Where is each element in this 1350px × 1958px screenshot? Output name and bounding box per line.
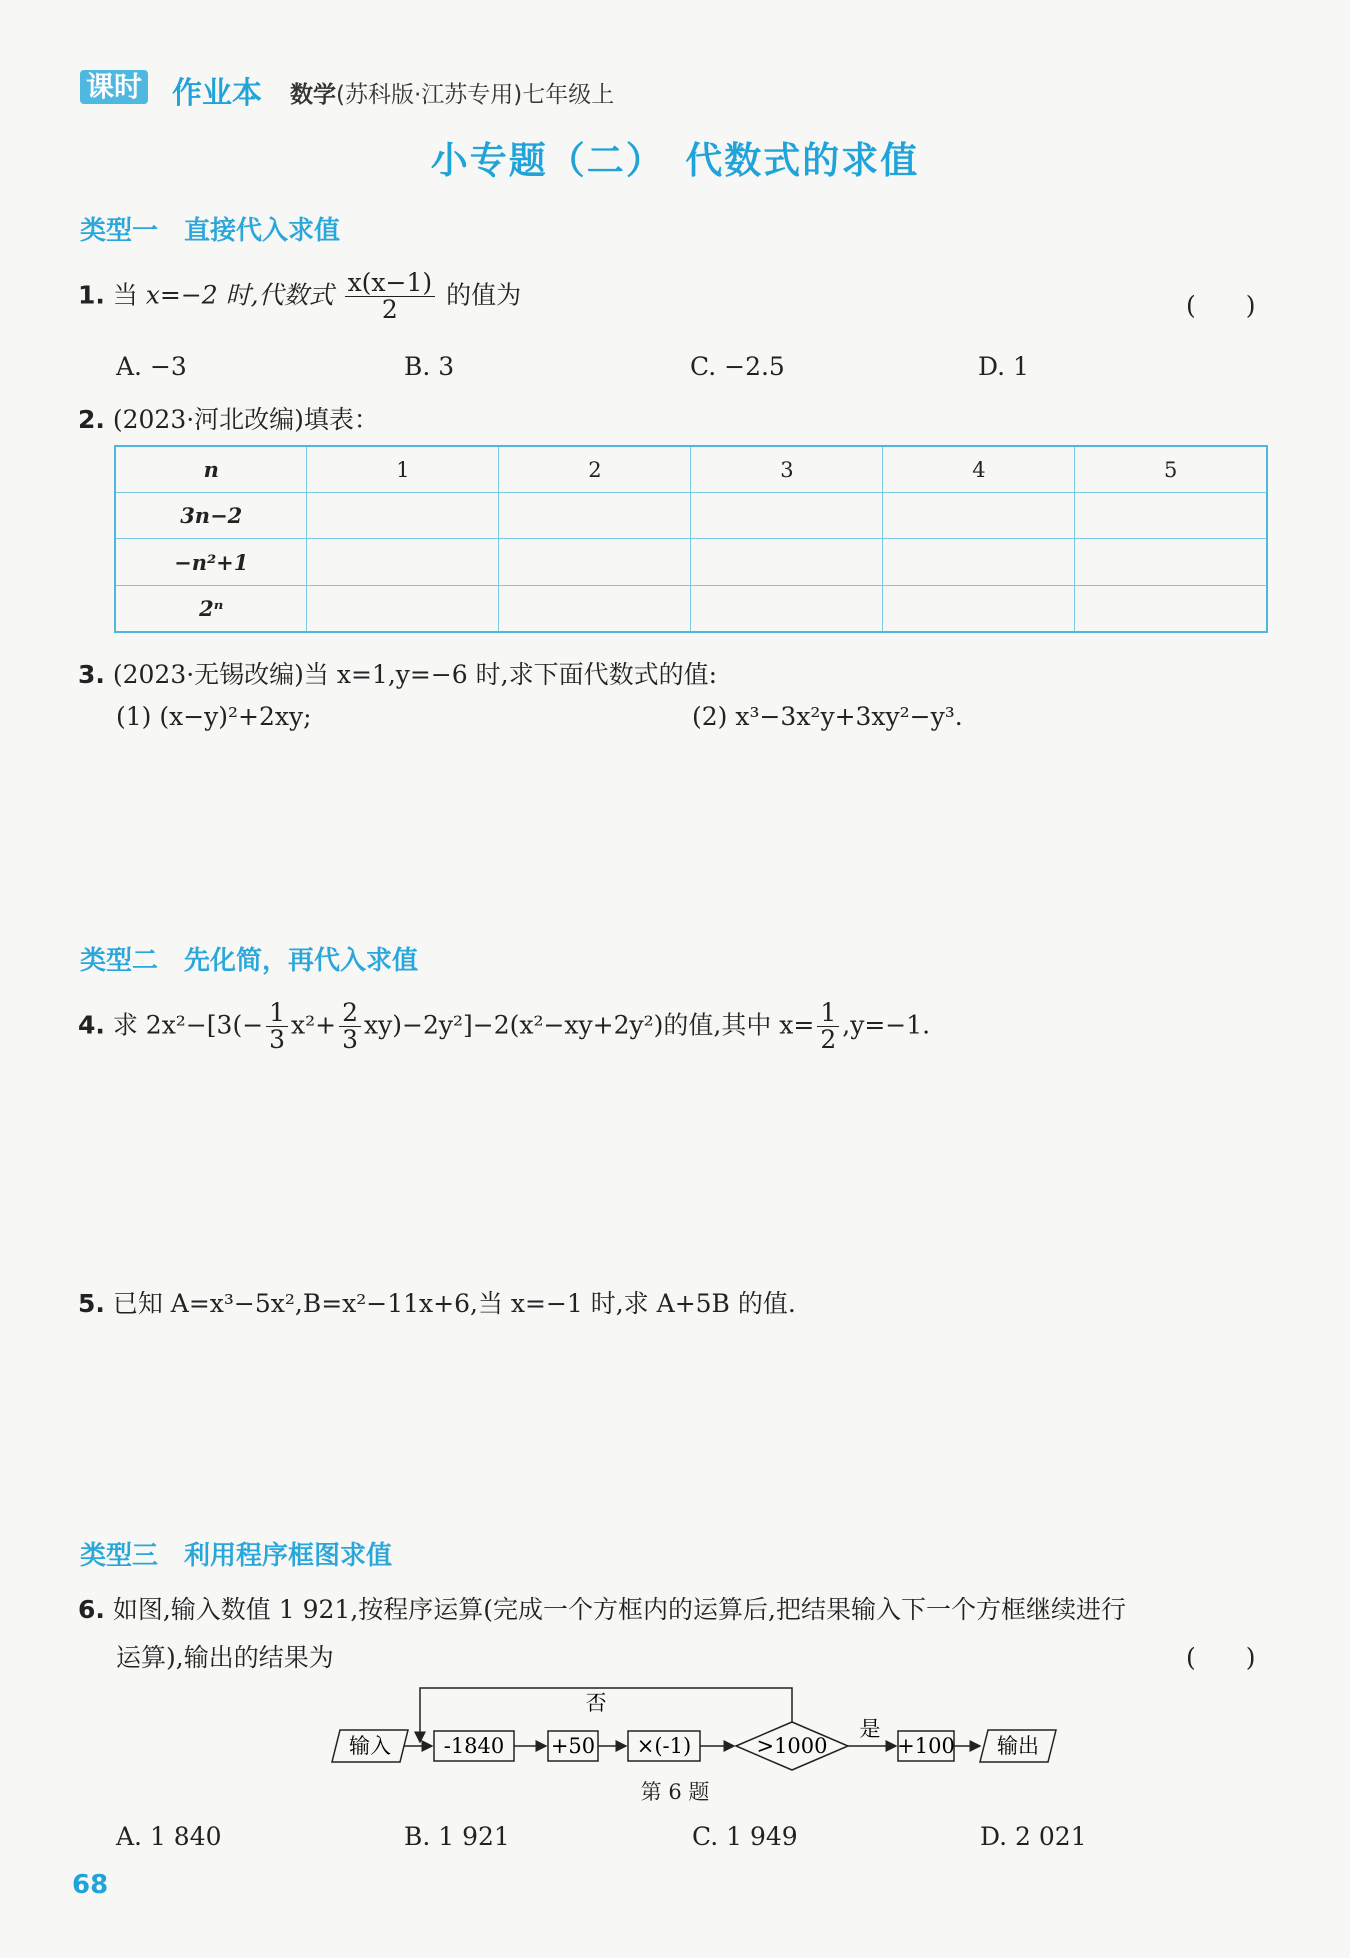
table-header-cell: 4 xyxy=(883,446,1075,493)
blank-cell[interactable] xyxy=(691,493,883,539)
flow-box-multiply-label: ×(-1) xyxy=(636,1734,692,1758)
fraction-denominator: 3 xyxy=(269,1025,286,1055)
table-header-cell: n xyxy=(115,446,307,493)
brand-logo: 课时 xyxy=(80,70,148,104)
fraction-numerator: 2 xyxy=(339,1000,361,1027)
blank-cell[interactable] xyxy=(499,539,691,585)
flow-output-label: 输出 xyxy=(997,1734,1039,1758)
blank-cell[interactable] xyxy=(499,585,691,632)
question-text: 求 2x²−[3(− xyxy=(112,1010,264,1040)
blank-cell[interactable] xyxy=(883,585,1075,632)
question-4 xyxy=(78,1000,930,1054)
fraction xyxy=(817,1000,839,1054)
fraction xyxy=(345,270,436,324)
question-6-line-2: 运算),输出的结果为 xyxy=(116,1643,334,1672)
section-1-heading: 类型一 直接代入求值 xyxy=(80,216,341,246)
row-label: 3n−2 xyxy=(115,493,307,539)
question-number: 6. xyxy=(78,1595,105,1624)
table-header-cell: 1 xyxy=(307,446,499,493)
brand-name: 作业本 xyxy=(172,76,262,111)
blank-cell[interactable] xyxy=(691,585,883,632)
blank-cell[interactable] xyxy=(883,493,1075,539)
answer-bracket: ( ) xyxy=(1186,1643,1256,1672)
question-number: 2. xyxy=(78,405,105,434)
section-2-heading: 类型二 先化简，再代入求值 xyxy=(80,946,419,976)
question-text: 当 xyxy=(112,280,146,310)
page-number: 68 xyxy=(72,1870,109,1900)
flow-no-label: 否 xyxy=(585,1691,607,1715)
blank-cell[interactable] xyxy=(883,539,1075,585)
flow-box-add-label: +100 xyxy=(897,1734,955,1758)
table-row xyxy=(115,446,1267,493)
fraction-numerator: 1 xyxy=(266,1000,288,1027)
table-row xyxy=(115,585,1267,632)
fraction-numerator: 1 xyxy=(817,1000,839,1027)
table-header-cell: 5 xyxy=(1075,446,1267,493)
question-text: 已知 A=x³−5x²,B=x²−11x+6,当 x=−1 时,求 A+5B 的值. xyxy=(112,1289,796,1318)
question-text: x²+ xyxy=(291,1010,337,1040)
book-subject: 数学 xyxy=(290,82,336,108)
option-c: C. 1 949 xyxy=(692,1822,798,1851)
fraction xyxy=(339,1000,361,1054)
blank-cell[interactable] xyxy=(307,585,499,632)
option-d: D. 1 xyxy=(978,352,1029,381)
figure-caption: 第 6 题 xyxy=(640,1780,710,1804)
option-b: B. 1 921 xyxy=(404,1822,510,1851)
flow-box-minus-label: -1840 xyxy=(443,1734,505,1758)
book-info xyxy=(290,76,614,109)
question-number: 4. xyxy=(78,1010,105,1040)
question-text: ,y=−1. xyxy=(842,1010,931,1040)
flow-yes-label: 是 xyxy=(859,1717,881,1741)
section-3-heading: 类型三 利用程序框图求值 xyxy=(80,1541,393,1571)
question-number: 1. xyxy=(78,280,105,310)
question-3 xyxy=(78,655,717,691)
option-d: D. 2 021 xyxy=(980,1822,1087,1851)
fraction-denominator: 2 xyxy=(820,1025,837,1055)
flow-input-label: 输入 xyxy=(349,1734,391,1758)
blank-cell[interactable] xyxy=(1075,539,1267,585)
book-edition: (苏科版·江苏专用)七年级上 xyxy=(336,82,615,108)
option-a: A. −3 xyxy=(116,352,187,381)
blank-cell[interactable] xyxy=(1075,585,1267,632)
program-flowchart xyxy=(320,1680,1080,1772)
flow-box-plus-label: +50 xyxy=(550,1734,596,1758)
question-text: (2023·河北改编)填表： xyxy=(112,405,379,434)
fill-in-table xyxy=(114,445,1268,633)
question-2 xyxy=(78,400,379,436)
fraction-denominator: 3 xyxy=(342,1025,359,1055)
question-3-part-1: (1) (x−y)²+2xy; xyxy=(116,702,312,731)
answer-bracket: ( ) xyxy=(1186,291,1256,320)
question-6 xyxy=(78,1590,1126,1626)
table-header-cell: 3 xyxy=(691,446,883,493)
question-number: 5. xyxy=(78,1289,105,1318)
flow-decision-label: >1000 xyxy=(756,1734,828,1758)
blank-cell[interactable] xyxy=(1075,493,1267,539)
table-row xyxy=(115,493,1267,539)
table-header-cell: 2 xyxy=(499,446,691,493)
question-3-part-2: (2) x³−3x²y+3xy²−y³. xyxy=(692,702,963,731)
question-text: (2023·无锡改编)当 x=1,y=−6 时,求下面代数式的值: xyxy=(112,660,718,689)
option-c: C. −2.5 xyxy=(690,352,785,381)
question-number: 3. xyxy=(78,660,105,689)
fraction-denominator: 2 xyxy=(381,295,398,325)
blank-cell[interactable] xyxy=(691,539,883,585)
blank-cell[interactable] xyxy=(307,493,499,539)
fraction-numerator: x(x−1) xyxy=(345,270,436,297)
question-text: 如图,输入数值 1 921,按程序运算(完成一个方框内的运算后,把结果输入下一个方框继续进行 xyxy=(112,1595,1126,1624)
row-label: 2ⁿ xyxy=(115,585,307,632)
blank-cell[interactable] xyxy=(307,539,499,585)
blank-cell[interactable] xyxy=(499,493,691,539)
row-label: −n²+1 xyxy=(115,539,307,585)
fraction xyxy=(266,1000,288,1054)
option-b: B. 3 xyxy=(404,352,455,381)
table-row xyxy=(115,539,1267,585)
question-text: 的值为 xyxy=(446,280,522,310)
question-1 xyxy=(78,270,521,324)
question-text: x=−2 时,代数式 xyxy=(145,280,334,310)
option-a: A. 1 840 xyxy=(116,1822,222,1851)
question-text: xy)−2y²]−2(x²−xy+2y²)的值,其中 x= xyxy=(364,1010,815,1040)
page-title: 小专题（二） 代数式的求值 xyxy=(430,139,920,182)
question-5 xyxy=(78,1284,796,1320)
